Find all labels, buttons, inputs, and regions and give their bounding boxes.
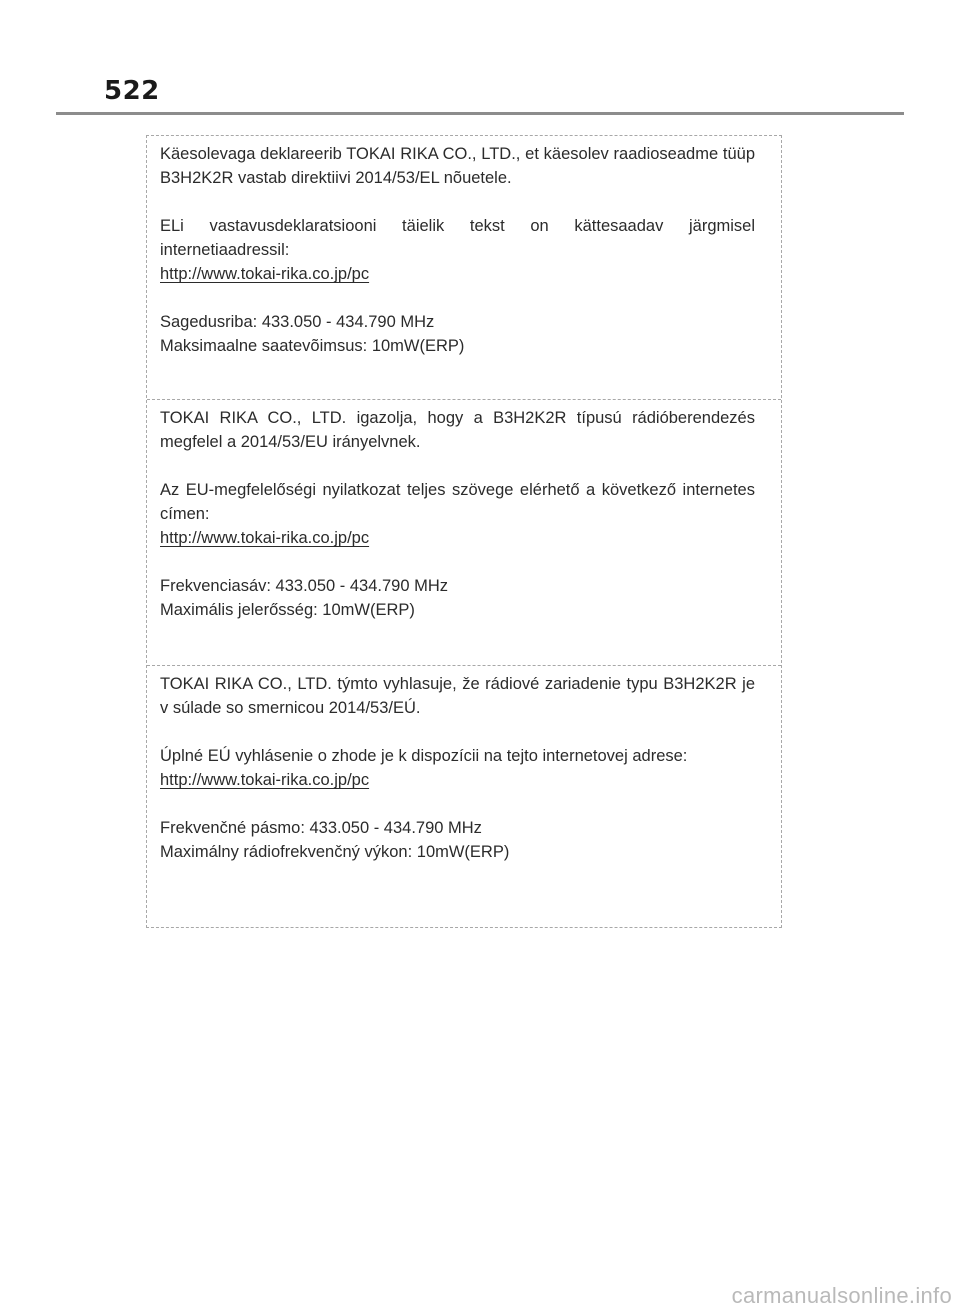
declaration-statement: Käesolevaga deklareerib TOKAI RIKA CO., LTD., et käesolev raadioseadme tüüp B3H2K2R vastab direktiivi 2014/53/EL nõuetele.	[160, 145, 755, 187]
watermark: carmanualsonline.info	[731, 1283, 952, 1308]
declaration-box	[146, 135, 782, 928]
declaration-availability: ELi vastavusdeklaratsiooni täielik tekst on kättesaadav järgmisel internetiaadressil:	[160, 217, 755, 259]
max-power: Maximálny rádiofrekvenčný výkon: 10mW(ERP)	[160, 843, 510, 861]
declaration-url-link[interactable]: http://www.tokai-rika.co.jp/pc	[160, 265, 370, 283]
declaration-availability: Úplné EÚ vyhlásenie o zhode je k dispozícii na tejto internetovej adrese:	[160, 747, 688, 765]
max-power: Maksimaalne saatevõimsus: 10mW(ERP)	[160, 337, 465, 355]
frequency-band: Frekvenčné pásmo: 433.050 - 434.790 MHz	[160, 819, 482, 837]
declaration-statement: TOKAI RIKA CO., LTD. týmto vyhlasuje, že rádiové zariadenie typu B3H2K2R je v súlade so smernicou 2014/53/EÚ.	[160, 675, 755, 717]
max-power: Maximális jelerősség: 10mW(ERP)	[160, 601, 415, 619]
declaration-estonian	[147, 136, 781, 399]
declaration-hungarian	[147, 399, 781, 665]
header-divider	[56, 112, 904, 115]
page-number: 522	[104, 76, 160, 106]
declaration-statement: TOKAI RIKA CO., LTD. igazolja, hogy a B3H2K2R típusú rádióberendezés megfelel a 2014/53/EU irányelvnek.	[160, 409, 755, 451]
declaration-slovak	[147, 665, 781, 927]
frequency-band: Frekvenciasáv: 433.050 - 434.790 MHz	[160, 577, 448, 595]
declaration-availability: Az EU-megfelelőségi nyilatkozat teljes szövege elérhető a következő internetes címen:	[160, 481, 755, 523]
declaration-url-link[interactable]: http://www.tokai-rika.co.jp/pc	[160, 529, 370, 547]
declaration-url-link[interactable]: http://www.tokai-rika.co.jp/pc	[160, 771, 370, 789]
frequency-band: Sagedusriba: 433.050 - 434.790 MHz	[160, 313, 435, 331]
